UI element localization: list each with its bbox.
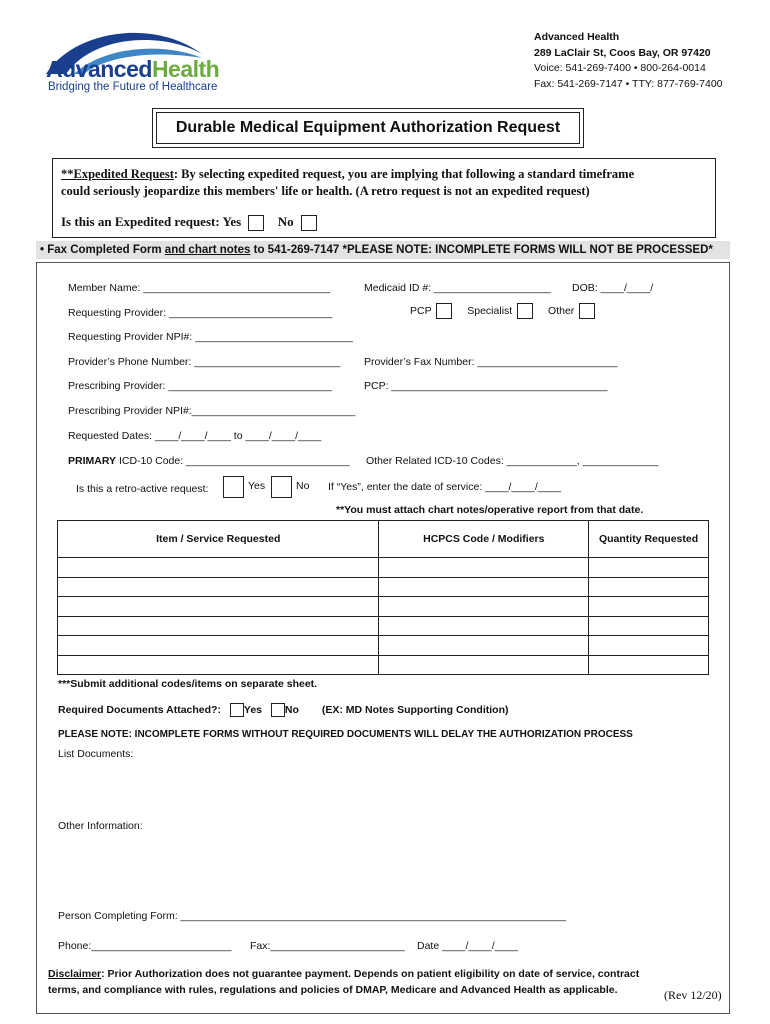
retro-no-checkbox[interactable] [271,476,292,498]
title-box [152,108,584,148]
table-cell[interactable] [58,558,379,578]
table-row [58,655,709,675]
table-row [58,577,709,597]
table-cell[interactable] [379,636,589,656]
table-header-row [58,521,709,558]
table-cell[interactable] [379,558,589,578]
specialist-option-label: Specialist [467,304,513,317]
required-docs-yes-label: Yes [243,703,262,716]
org-name: Advanced Health [534,31,620,43]
pcp-field[interactable]: PCP: _____________________________________ [364,380,608,392]
retro-question: Is this a retro-active request: [76,483,209,495]
retro-no-label: No [296,480,310,492]
required-docs-no-checkbox[interactable] [271,703,285,717]
org-address: 289 LaClair St, Coos Bay, OR 97420 [534,46,711,59]
prescribing-npi-field[interactable]: Prescribing Provider NPI#:____________________________ [68,405,356,417]
table-cell[interactable] [589,577,709,597]
table-row [58,597,709,617]
org-contact [534,30,723,92]
requesting-npi-field[interactable]: Requesting Provider NPI#: ___________________________ [68,331,353,343]
table-cell[interactable] [58,597,379,617]
expedited-no-label: No [277,214,294,229]
expedited-lead: **Expedited Request [61,167,174,181]
org-voice: Voice: 541-269-7400 • 800-264-0014 [534,62,706,74]
specialist-checkbox[interactable] [517,303,533,319]
table-header: HCPCS Code / Modifiers [379,521,589,558]
requested-dates-field[interactable]: Requested Dates: ____/____/____ to ____/____/____ [68,430,322,442]
other-option-label: Other [548,304,575,317]
table-cell[interactable] [58,577,379,597]
table-cell[interactable] [379,616,589,636]
person-completing-field[interactable]: Person Completing Form: __________________________________________________________________ [58,910,566,922]
phone-field[interactable]: Phone:________________________ [58,940,232,952]
expedited-text-2: could seriously jeopardize this members' life or health. (A retro request is not an expedited request) [61,184,590,198]
other-information-label: Other Information: [58,820,143,832]
table-row [58,616,709,636]
logo [44,22,254,96]
table-header: Item / Service Requested [58,521,379,558]
org-fax: Fax: 541-269-7147 • TTY: 877-769-7400 [534,77,723,90]
prescribing-provider-field[interactable]: Prescribing Provider: ____________________________ [68,380,332,392]
disclaimer-line-2: terms, and compliance with rules, regulations and policies of DMAP, Medicare and Advanced Health as applicable. [48,984,618,996]
primary-label: PRIMARY [68,455,117,467]
retro-date-field[interactable]: If “Yes”, enter the date of service: ____/____/____ [328,481,562,493]
pcp-option-label: PCP [410,304,432,317]
table-cell[interactable] [58,655,379,675]
table-row [58,558,709,578]
fax-banner-part3: to 541-269-7147 *PLEASE NOTE: INCOMPLETE FORMS WILL NOT BE PROCESSED* [250,244,713,256]
provider-phone-field[interactable]: Provider’s Phone Number: _________________________ [68,356,341,368]
fax-banner [36,241,730,259]
required-docs-example: (EX: MD Notes Supporting Condition) [321,703,509,716]
pcp-checkbox[interactable] [436,303,452,319]
table-cell[interactable] [589,636,709,656]
expedited-no-checkbox[interactable] [301,215,317,231]
table-header: Quantity Requested [589,521,709,558]
other-icd-field[interactable]: Other Related ICD-10 Codes: ____________, _____________ [366,455,659,467]
logo-tagline: Bridging the Future of Healthcare [48,81,218,93]
retro-yes-checkbox[interactable] [223,476,244,498]
required-docs-label: Required Documents Attached?: [58,703,221,716]
expedited-question: Is this an Expedited request: Yes [61,214,242,229]
expedited-box [52,158,716,238]
other-information-area[interactable] [58,836,708,902]
fax-banner-part1: • Fax Completed Form [40,244,165,256]
table-cell[interactable] [58,636,379,656]
disclaimer-line-1: : Prior Authorization does not guarantee payment. Depends on patient eligibility on date of service, contract [101,968,640,980]
table-cell[interactable] [379,655,589,675]
page-title: Durable Medical Equipment Authorization Request [175,119,561,136]
expedited-yes-checkbox[interactable] [248,215,264,231]
table-cell[interactable] [58,616,379,636]
requesting-provider-field[interactable]: Requesting Provider: ____________________________ [68,307,333,319]
table-cell[interactable] [379,577,589,597]
dob-field[interactable]: DOB: ____/____/ [572,282,654,294]
fax-banner-part2: and chart notes [164,244,251,256]
list-documents-label: List Documents: [58,748,134,760]
provider-fax-field[interactable]: Provider’s Fax Number: ________________________ [364,356,618,368]
items-table [57,520,709,675]
table-cell[interactable] [589,655,709,675]
fax-field[interactable]: Fax:_______________________ [250,940,405,952]
other-checkbox[interactable] [579,303,595,319]
date-field[interactable]: Date ____/____/____ [417,940,519,952]
revision-label: (Rev 12/20) [664,988,722,1002]
table-cell[interactable] [589,597,709,617]
attach-note: **You must attach chart notes/operative report from that date. [336,504,644,516]
disclaimer-label: Disclaimer [48,968,102,980]
please-note: PLEASE NOTE: INCOMPLETE FORMS WITHOUT REQUIRED DOCUMENTS WILL DELAY THE AUTHORIZATION PROCESS [58,729,633,740]
table-cell[interactable] [379,597,589,617]
primary-icd-field[interactable]: ICD-10 Code: ____________________________ [116,455,350,467]
required-docs-no-label: No [284,703,299,716]
member-name-field[interactable]: Member Name: ________________________________ [68,282,331,294]
required-docs-yes-checkbox[interactable] [230,703,244,717]
table-row [58,636,709,656]
submit-note: ***Submit additional codes/items on separate sheet. [58,678,318,690]
medicaid-id-field[interactable]: Medicaid ID #: ____________________ [364,282,551,294]
table-cell[interactable] [589,616,709,636]
expedited-text-1: : By selecting expedited request, you are implying that following a standard timeframe [173,167,635,181]
logo-name-health: Health [151,56,220,82]
table-cell[interactable] [589,558,709,578]
logo-name-advanced: Advanced [46,56,152,82]
retro-yes-label: Yes [248,480,266,492]
list-documents-area[interactable] [58,764,708,814]
